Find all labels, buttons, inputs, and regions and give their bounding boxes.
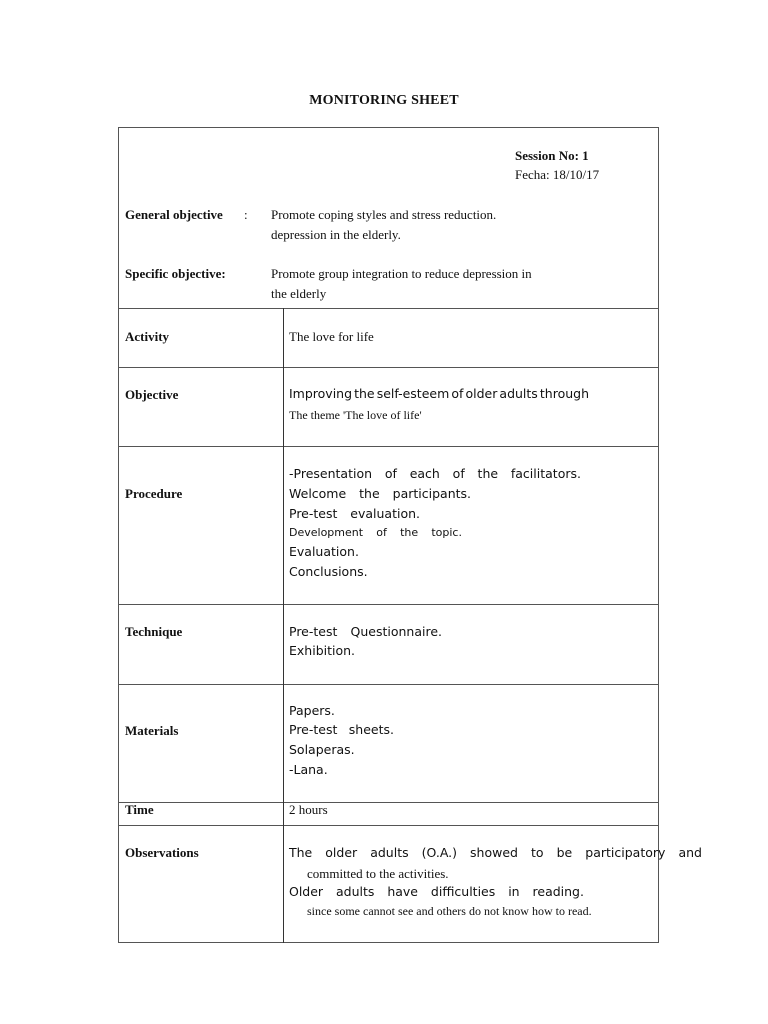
activity-value: The love for life xyxy=(289,329,374,344)
technique-line xyxy=(289,626,442,639)
general-objective-colon: : xyxy=(244,207,248,222)
word: Pre-test xyxy=(289,624,338,639)
word: Older xyxy=(289,884,324,899)
word: -Presentation xyxy=(289,466,373,481)
word: adults xyxy=(336,884,375,899)
word: in xyxy=(508,884,520,899)
word: older xyxy=(465,386,498,401)
session-date: Fecha: 18/10/17 xyxy=(515,167,600,182)
specific-objective-text: Promote group integration to reduce depression in xyxy=(271,266,532,281)
general-objective-label: General objective xyxy=(125,207,223,222)
row-divider xyxy=(118,825,659,826)
objective-line: The theme 'The love of life' xyxy=(289,408,422,422)
procedure-line: Conclusions. xyxy=(289,564,368,579)
observations-line xyxy=(289,886,584,899)
session-number: Session No: 1 xyxy=(515,148,589,163)
word: (O.A.) xyxy=(421,845,458,860)
word: the xyxy=(354,386,375,401)
procedure-line xyxy=(289,468,581,481)
technique-label: Technique xyxy=(125,624,183,639)
row-divider xyxy=(118,802,659,803)
word: each xyxy=(409,466,440,481)
activity-label: Activity xyxy=(125,329,170,344)
word: facilitators. xyxy=(510,466,581,481)
objective-line xyxy=(289,388,589,401)
word: Welcome xyxy=(289,486,347,501)
procedure-label: Procedure xyxy=(125,486,183,501)
word: be xyxy=(556,845,573,860)
observations-line xyxy=(289,847,702,860)
procedure-line xyxy=(289,527,462,538)
technique-line: Exhibition. xyxy=(289,643,356,658)
procedure-line xyxy=(289,488,471,501)
word: adults xyxy=(370,845,409,860)
word: the xyxy=(400,526,419,539)
materials-line xyxy=(289,724,394,737)
word: The xyxy=(289,845,313,860)
observations-label: Observations xyxy=(125,845,199,860)
word: sheets. xyxy=(348,722,394,737)
word: have xyxy=(387,884,418,899)
word: of xyxy=(451,386,464,401)
word: Development xyxy=(289,526,364,539)
word: to xyxy=(531,845,544,860)
materials-line: Papers. xyxy=(289,703,335,718)
row-divider xyxy=(118,446,659,447)
column-divider xyxy=(283,308,284,943)
word: participatory xyxy=(585,845,666,860)
observations-line: since some cannot see and others do not know how to read. xyxy=(307,904,592,918)
word: the xyxy=(477,466,499,481)
materials-line: -Lana. xyxy=(289,762,328,777)
row-divider xyxy=(118,367,659,368)
word: Questionnaire. xyxy=(350,624,442,639)
row-divider xyxy=(118,604,659,605)
materials-label: Materials xyxy=(125,723,179,738)
word: and xyxy=(678,845,702,860)
word: of xyxy=(384,466,397,481)
row-divider xyxy=(118,308,659,309)
procedure-line xyxy=(289,508,420,521)
general-objective-text: Promote coping styles and stress reduction. xyxy=(271,207,497,222)
specific-objective-text: the elderly xyxy=(271,286,327,301)
specific-objective-label: Specific objective: xyxy=(125,266,226,281)
word: Improving xyxy=(289,386,353,401)
word: adults xyxy=(499,386,538,401)
objective-label: Objective xyxy=(125,387,179,402)
word: reading. xyxy=(532,884,584,899)
word: older xyxy=(325,845,358,860)
word: participants. xyxy=(392,486,471,501)
word: Pre-test xyxy=(289,722,338,737)
word: of xyxy=(376,526,387,539)
time-label: Time xyxy=(125,802,154,817)
word: showed xyxy=(470,845,518,860)
row-divider xyxy=(118,684,659,685)
word: difficulties xyxy=(430,884,496,899)
word: Pre-test xyxy=(289,506,338,521)
page-title: MONITORING SHEET xyxy=(309,93,459,108)
word: self-esteem xyxy=(376,386,450,401)
word: evaluation. xyxy=(350,506,420,521)
materials-line: Solaperas. xyxy=(289,742,355,757)
word: topic. xyxy=(431,526,462,539)
word: of xyxy=(452,466,465,481)
word: through xyxy=(539,386,589,401)
procedure-line: Evaluation. xyxy=(289,544,359,559)
word: the xyxy=(359,486,380,501)
general-objective-text: depression in the elderly. xyxy=(271,227,401,242)
observations-line: committed to the activities. xyxy=(307,866,449,881)
time-value: 2 hours xyxy=(289,802,328,817)
